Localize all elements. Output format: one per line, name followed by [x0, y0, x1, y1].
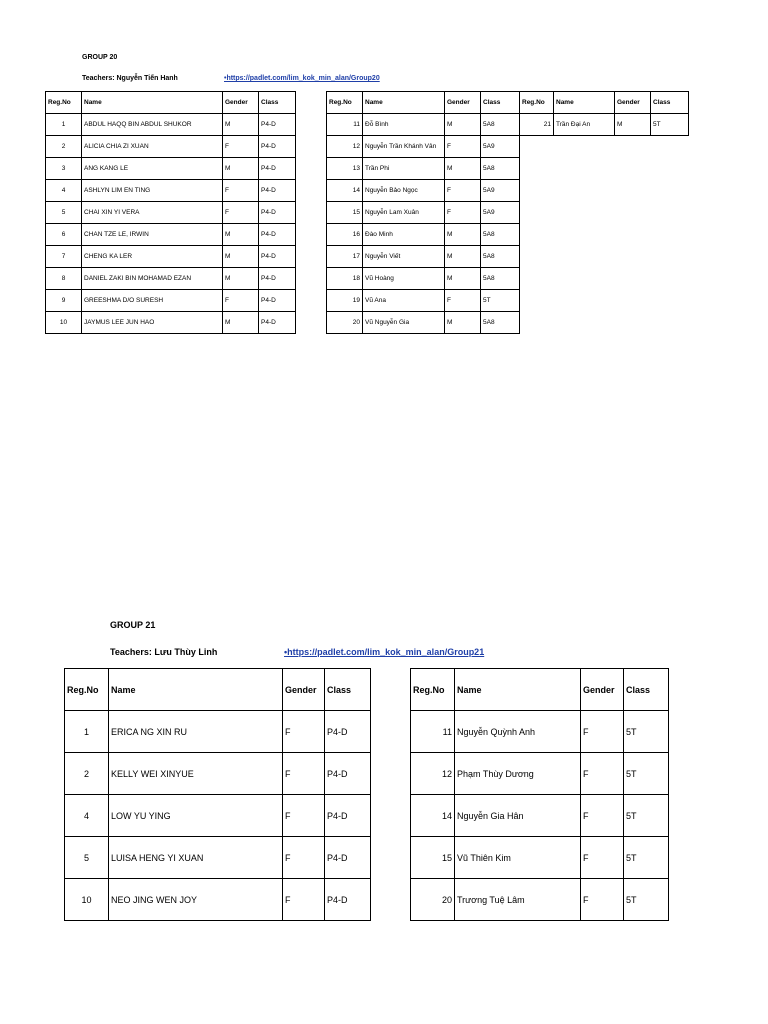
group20-table-middle	[326, 91, 520, 334]
cell-reg: 11	[411, 711, 455, 753]
cell-reg: 13	[327, 158, 363, 180]
cell-gender: F	[283, 837, 325, 879]
cell-name: Nguyễn Bảo Ngọc	[363, 180, 445, 202]
table-header-row	[65, 669, 371, 711]
cell-gender: M	[223, 224, 259, 246]
header-name: Name	[109, 669, 283, 711]
table-row	[327, 290, 520, 312]
table-row	[46, 202, 296, 224]
table-row	[411, 795, 669, 837]
header-name: Name	[455, 669, 581, 711]
cell-name: ASHLYN LIM EN TING	[82, 180, 223, 202]
cell-reg: 9	[46, 290, 82, 312]
cell-class: P4-D	[259, 202, 296, 224]
cell-name: Trần Đại An	[554, 114, 615, 136]
cell-class: 5A8	[481, 158, 520, 180]
cell-name: Trần Phi	[363, 158, 445, 180]
cell-name: LUISA HENG YI XUAN	[109, 837, 283, 879]
cell-name: Nguyễn Gia Hân	[455, 795, 581, 837]
cell-name: Phạm Thùy Dương	[455, 753, 581, 795]
cell-gender: F	[581, 753, 624, 795]
table-row	[520, 114, 689, 136]
header-gender: Gender	[581, 669, 624, 711]
cell-class: 5A8	[481, 312, 520, 334]
header-class: Class	[325, 669, 371, 711]
cell-gender: F	[223, 202, 259, 224]
cell-class: P4-D	[325, 753, 371, 795]
table-row	[327, 158, 520, 180]
cell-class: 5T	[624, 711, 669, 753]
table-header-row	[520, 92, 689, 114]
cell-reg: 15	[327, 202, 363, 224]
group20-table-left	[45, 91, 296, 334]
table-row	[327, 268, 520, 290]
cell-name: Vũ Nguyễn Gia	[363, 312, 445, 334]
group21-teachers: Teachers: Lưu Thùy Linh	[110, 647, 218, 657]
cell-reg: 1	[46, 114, 82, 136]
cell-name: Nguyễn Viết	[363, 246, 445, 268]
cell-reg: 3	[46, 158, 82, 180]
header-reg: Reg.No	[520, 92, 554, 114]
cell-reg: 5	[65, 837, 109, 879]
table-row	[327, 312, 520, 334]
cell-class: P4-D	[325, 795, 371, 837]
cell-class: P4-D	[259, 180, 296, 202]
header-class: Class	[624, 669, 669, 711]
table-row	[327, 202, 520, 224]
header-class: Class	[481, 92, 520, 114]
cell-gender: F	[283, 711, 325, 753]
cell-class: 5T	[481, 290, 520, 312]
table-header-row	[411, 669, 669, 711]
cell-class: P4-D	[259, 246, 296, 268]
cell-name: JAYMUS LEE JUN HAO	[82, 312, 223, 334]
table-row	[65, 879, 371, 921]
cell-class: P4-D	[259, 224, 296, 246]
header-name: Name	[554, 92, 615, 114]
group20-padlet-link[interactable]: •https://padlet.com/lim_kok_min_alan/Group20	[224, 75, 380, 82]
cell-reg: 2	[46, 136, 82, 158]
header-reg: Reg.No	[46, 92, 82, 114]
cell-reg: 20	[411, 879, 455, 921]
cell-class: P4-D	[259, 290, 296, 312]
cell-name: ABDUL HAQQ BIN ABDUL SHUKOR	[82, 114, 223, 136]
table-row	[65, 711, 371, 753]
cell-reg: 12	[411, 753, 455, 795]
cell-gender: M	[615, 114, 651, 136]
cell-reg: 2	[65, 753, 109, 795]
cell-reg: 15	[411, 837, 455, 879]
cell-name: CHAI XIN YI VERA	[82, 202, 223, 224]
table-row	[327, 246, 520, 268]
cell-class: 5A9	[481, 202, 520, 224]
cell-gender: F	[223, 136, 259, 158]
cell-gender: F	[283, 753, 325, 795]
cell-class: P4-D	[259, 312, 296, 334]
header-class: Class	[651, 92, 689, 114]
cell-class: P4-D	[259, 268, 296, 290]
cell-reg: 14	[327, 180, 363, 202]
cell-class: 5T	[624, 837, 669, 879]
cell-class: P4-D	[325, 711, 371, 753]
cell-reg: 16	[327, 224, 363, 246]
cell-class: 5A9	[481, 180, 520, 202]
cell-name: ERICA NG XIN RU	[109, 711, 283, 753]
cell-class: P4-D	[259, 158, 296, 180]
cell-name: Vũ Hoàng	[363, 268, 445, 290]
cell-gender: F	[581, 711, 624, 753]
cell-reg: 20	[327, 312, 363, 334]
cell-reg: 8	[46, 268, 82, 290]
cell-gender: M	[223, 114, 259, 136]
cell-class: 5T	[624, 879, 669, 921]
cell-class: 5T	[624, 753, 669, 795]
table-row	[46, 312, 296, 334]
cell-name: NEO JING WEN JOY	[109, 879, 283, 921]
group20-teachers: Teachers: Nguyễn Tiến Hanh	[82, 75, 178, 82]
cell-name: Nguyễn Quỳnh Anh	[455, 711, 581, 753]
table-row	[327, 180, 520, 202]
table-row	[46, 158, 296, 180]
cell-gender: M	[445, 246, 481, 268]
cell-class: 5A8	[481, 246, 520, 268]
header-name: Name	[82, 92, 223, 114]
cell-class: 5A8	[481, 114, 520, 136]
cell-gender: F	[581, 795, 624, 837]
group20-table-right	[519, 91, 689, 136]
cell-class: P4-D	[259, 114, 296, 136]
table-row	[65, 753, 371, 795]
cell-gender: F	[223, 180, 259, 202]
cell-reg: 12	[327, 136, 363, 158]
header-gender: Gender	[223, 92, 259, 114]
cell-name: KELLY WEI XINYUE	[109, 753, 283, 795]
cell-gender: M	[223, 268, 259, 290]
cell-gender: M	[223, 158, 259, 180]
cell-reg: 7	[46, 246, 82, 268]
header-reg: Reg.No	[65, 669, 109, 711]
table-row	[65, 795, 371, 837]
cell-gender: F	[445, 202, 481, 224]
cell-name: Vũ Thiên Kim	[455, 837, 581, 879]
cell-reg: 6	[46, 224, 82, 246]
table-row	[65, 837, 371, 879]
cell-reg: 1	[65, 711, 109, 753]
cell-gender: F	[223, 290, 259, 312]
header-name: Name	[363, 92, 445, 114]
cell-gender: F	[581, 879, 624, 921]
table-row	[411, 879, 669, 921]
cell-gender: M	[445, 268, 481, 290]
cell-gender: F	[283, 879, 325, 921]
table-row	[46, 114, 296, 136]
table-row	[46, 136, 296, 158]
header-reg: Reg.No	[411, 669, 455, 711]
cell-gender: F	[445, 136, 481, 158]
header-gender: Gender	[445, 92, 481, 114]
table-header-row	[327, 92, 520, 114]
group20-title: GROUP 20	[82, 54, 118, 61]
cell-gender: M	[445, 114, 481, 136]
table-row	[46, 268, 296, 290]
header-gender: Gender	[283, 669, 325, 711]
table-row	[327, 224, 520, 246]
cell-reg: 21	[520, 114, 554, 136]
cell-class: P4-D	[325, 837, 371, 879]
cell-gender: M	[445, 312, 481, 334]
cell-reg: 10	[46, 312, 82, 334]
group21-title: GROUP 21	[110, 620, 156, 630]
table-row	[46, 224, 296, 246]
cell-name: GREESHMA D/O SURESH	[82, 290, 223, 312]
table-row	[411, 711, 669, 753]
cell-name: Vũ Ana	[363, 290, 445, 312]
group21-table-right	[410, 668, 669, 921]
cell-name: CHENG KA LER	[82, 246, 223, 268]
cell-gender: F	[445, 290, 481, 312]
group21-table-left	[64, 668, 371, 921]
cell-name: Trương Tuệ Lâm	[455, 879, 581, 921]
cell-name: CHAN TZE LE, IRWIN	[82, 224, 223, 246]
cell-name: DANIEL ZAKI BIN MOHAMAD EZAN	[82, 268, 223, 290]
cell-class: 5A8	[481, 224, 520, 246]
cell-reg: 10	[65, 879, 109, 921]
cell-class: P4-D	[259, 136, 296, 158]
cell-name: Nguyễn Trần Khánh Vân	[363, 136, 445, 158]
cell-class: 5A9	[481, 136, 520, 158]
cell-gender: M	[223, 246, 259, 268]
cell-gender: M	[445, 158, 481, 180]
cell-class: 5A8	[481, 268, 520, 290]
cell-reg: 4	[65, 795, 109, 837]
table-row	[46, 246, 296, 268]
group21-padlet-link[interactable]: •https://padlet.com/lim_kok_min_alan/Group21	[284, 647, 485, 657]
cell-name: Nguyễn Lam Xuân	[363, 202, 445, 224]
header-reg: Reg.No	[327, 92, 363, 114]
cell-name: Đào Minh	[363, 224, 445, 246]
cell-name: LOW YU YING	[109, 795, 283, 837]
table-row	[327, 114, 520, 136]
cell-gender: M	[445, 224, 481, 246]
cell-gender: F	[581, 837, 624, 879]
table-row	[46, 180, 296, 202]
cell-name: Đỗ Bình	[363, 114, 445, 136]
cell-class: 5T	[651, 114, 689, 136]
table-row	[411, 753, 669, 795]
cell-reg: 5	[46, 202, 82, 224]
cell-gender: F	[445, 180, 481, 202]
cell-gender: M	[223, 312, 259, 334]
cell-reg: 17	[327, 246, 363, 268]
table-row	[46, 290, 296, 312]
table-row	[327, 136, 520, 158]
cell-reg: 4	[46, 180, 82, 202]
cell-class: 5T	[624, 795, 669, 837]
cell-reg: 19	[327, 290, 363, 312]
header-gender: Gender	[615, 92, 651, 114]
cell-class: P4-D	[325, 879, 371, 921]
cell-name: ALICIA CHIA ZI XUAN	[82, 136, 223, 158]
table-header-row	[46, 92, 296, 114]
table-row	[411, 837, 669, 879]
cell-name: ANG KANG LE	[82, 158, 223, 180]
cell-reg: 14	[411, 795, 455, 837]
cell-reg: 18	[327, 268, 363, 290]
cell-gender: F	[283, 795, 325, 837]
cell-reg: 11	[327, 114, 363, 136]
header-class: Class	[259, 92, 296, 114]
